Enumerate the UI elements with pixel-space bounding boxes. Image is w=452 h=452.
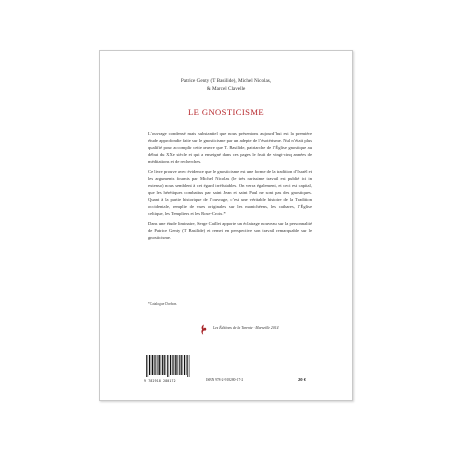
authors-block	[100, 78, 352, 93]
book-title: LE GNOSTICISME	[187, 107, 265, 117]
isbn-label: ISBN 978-2-918280-17-2	[206, 378, 244, 382]
tarente-logo-icon	[200, 324, 208, 335]
authors-line-2: & Marcel Clavelle	[206, 85, 246, 92]
blurb-text	[148, 131, 312, 245]
book-back-cover	[99, 50, 353, 401]
barcode-number: 9 782918 280172	[144, 379, 176, 383]
authors-line-1: Patrice Genty (T Basilide), Michel Nicolas,	[180, 78, 272, 84]
blurb-paragraph: Ce livre prouve avec évidence que le gnosticisme est une forme de la tradition d’Israël et les arguments fournis par Michel Nicolas (le très rarissime travail est publié ici in extenso) nous semblent à cet égard irréfutables. On verra également, et ceci est capital, que les hérétiques combattus par saint Jean et saint Paul ne sont pas des gnostiques. Quant à la partie historique de l’ouvrage, c’est une véritable histoire de la Tradition occidentale, remplie de vues originales sur les manichéens, les cathares, l’Église celtique, les Templiers et les Rose-Croix.*	[148, 168, 312, 216]
footnote: *Catalogue Dorbon.	[148, 302, 178, 306]
blurb-paragraph: L’ouvrage condensé mais substantiel que nous présentons aujourd’hui est la première étude approfondie faite sur le gnosticisme par un adepte de l’ésotérisme. Nul n’était plus qualifié pour accomplir cette œuvre que T. Basilide, patriarche de l’Église gnostique au début du XXe siècle et qui a enseigné dans ces pages le fruit de vingt-cinq années de méditations et de recherches.	[148, 131, 312, 164]
blurb-paragraph: Dans une étude liminaire, Serge Caillet apporte un éclairage nouveau sur la personnalité de Patrice Genty (T Basilide) et remet en perspective son travail remarquable sur le gnosticisme.	[148, 220, 312, 240]
barcode-icon	[145, 355, 191, 377]
publisher-line: Les Éditions de la Tarente · Marseille 2014	[213, 326, 279, 330]
price-label: 20 €	[298, 377, 307, 382]
